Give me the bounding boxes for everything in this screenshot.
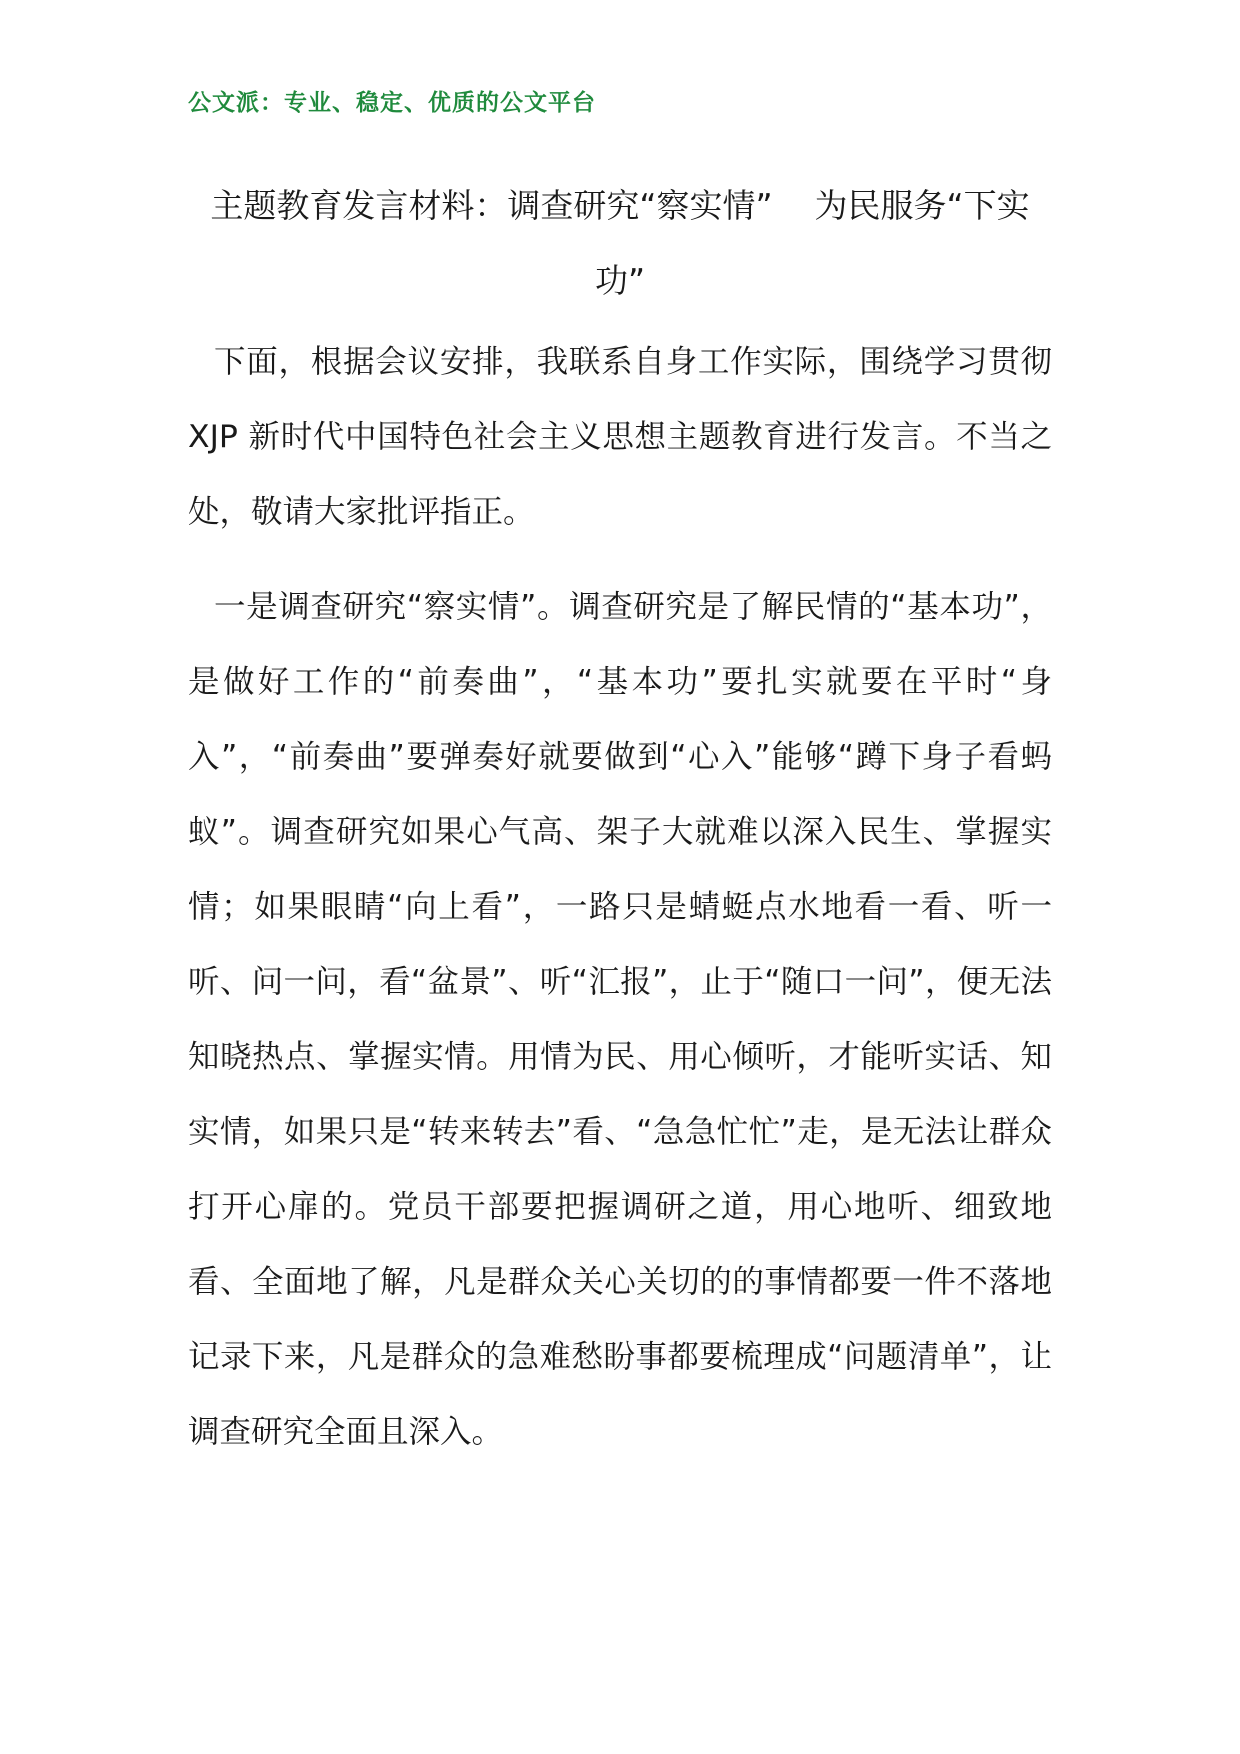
document-title: 主题教育发言材料：调查研究“察实情” 为民服务“下实功”: [210, 186, 1030, 300]
document-body: [188, 325, 1052, 1490]
header-banner: 公文派：专业、稳定、优质的公文平台: [188, 90, 596, 116]
paragraph-intro: 下面，根据会议安排，我联系自身工作实际，围绕学习贯彻 XJP 新时代中国特色社会主义思想主题教育进行发言。不当之处，敬请大家批评指正。: [188, 344, 1052, 530]
paragraph-section-one: 一是调查研究“察实情”。调查研究是了解民情的“基本功”，是做好工作的“前奏曲”，“基本功”要扎实就要在平时“身入”，“前奏曲”要弹奏好就要做到“心入”能够“蹲下身子看蚂蚁”。调查研究如果心气高、架子大就难以深入民生、掌握实情；如果眼睛“向上看”，一路只是蜻蜓点水地看一看、听一听、问一问，看“盆景”、听“汇报”，止于“随口一问”，便无法知晓热点、掌握实情。用情为民、用心倾听，才能听实话、知实情，如果只是“转来转去”看、“急急忙忙”走，是无法让群众打开心扉的。党员干部要把握调研之道，用心地听、细致地看、全面地了解，凡是群众关心关切的的事情都要一件不落地记录下来，凡是群众的急难愁盼事都要梳理成“问题清单”，让调查研究全面且深入。: [188, 589, 1052, 1450]
